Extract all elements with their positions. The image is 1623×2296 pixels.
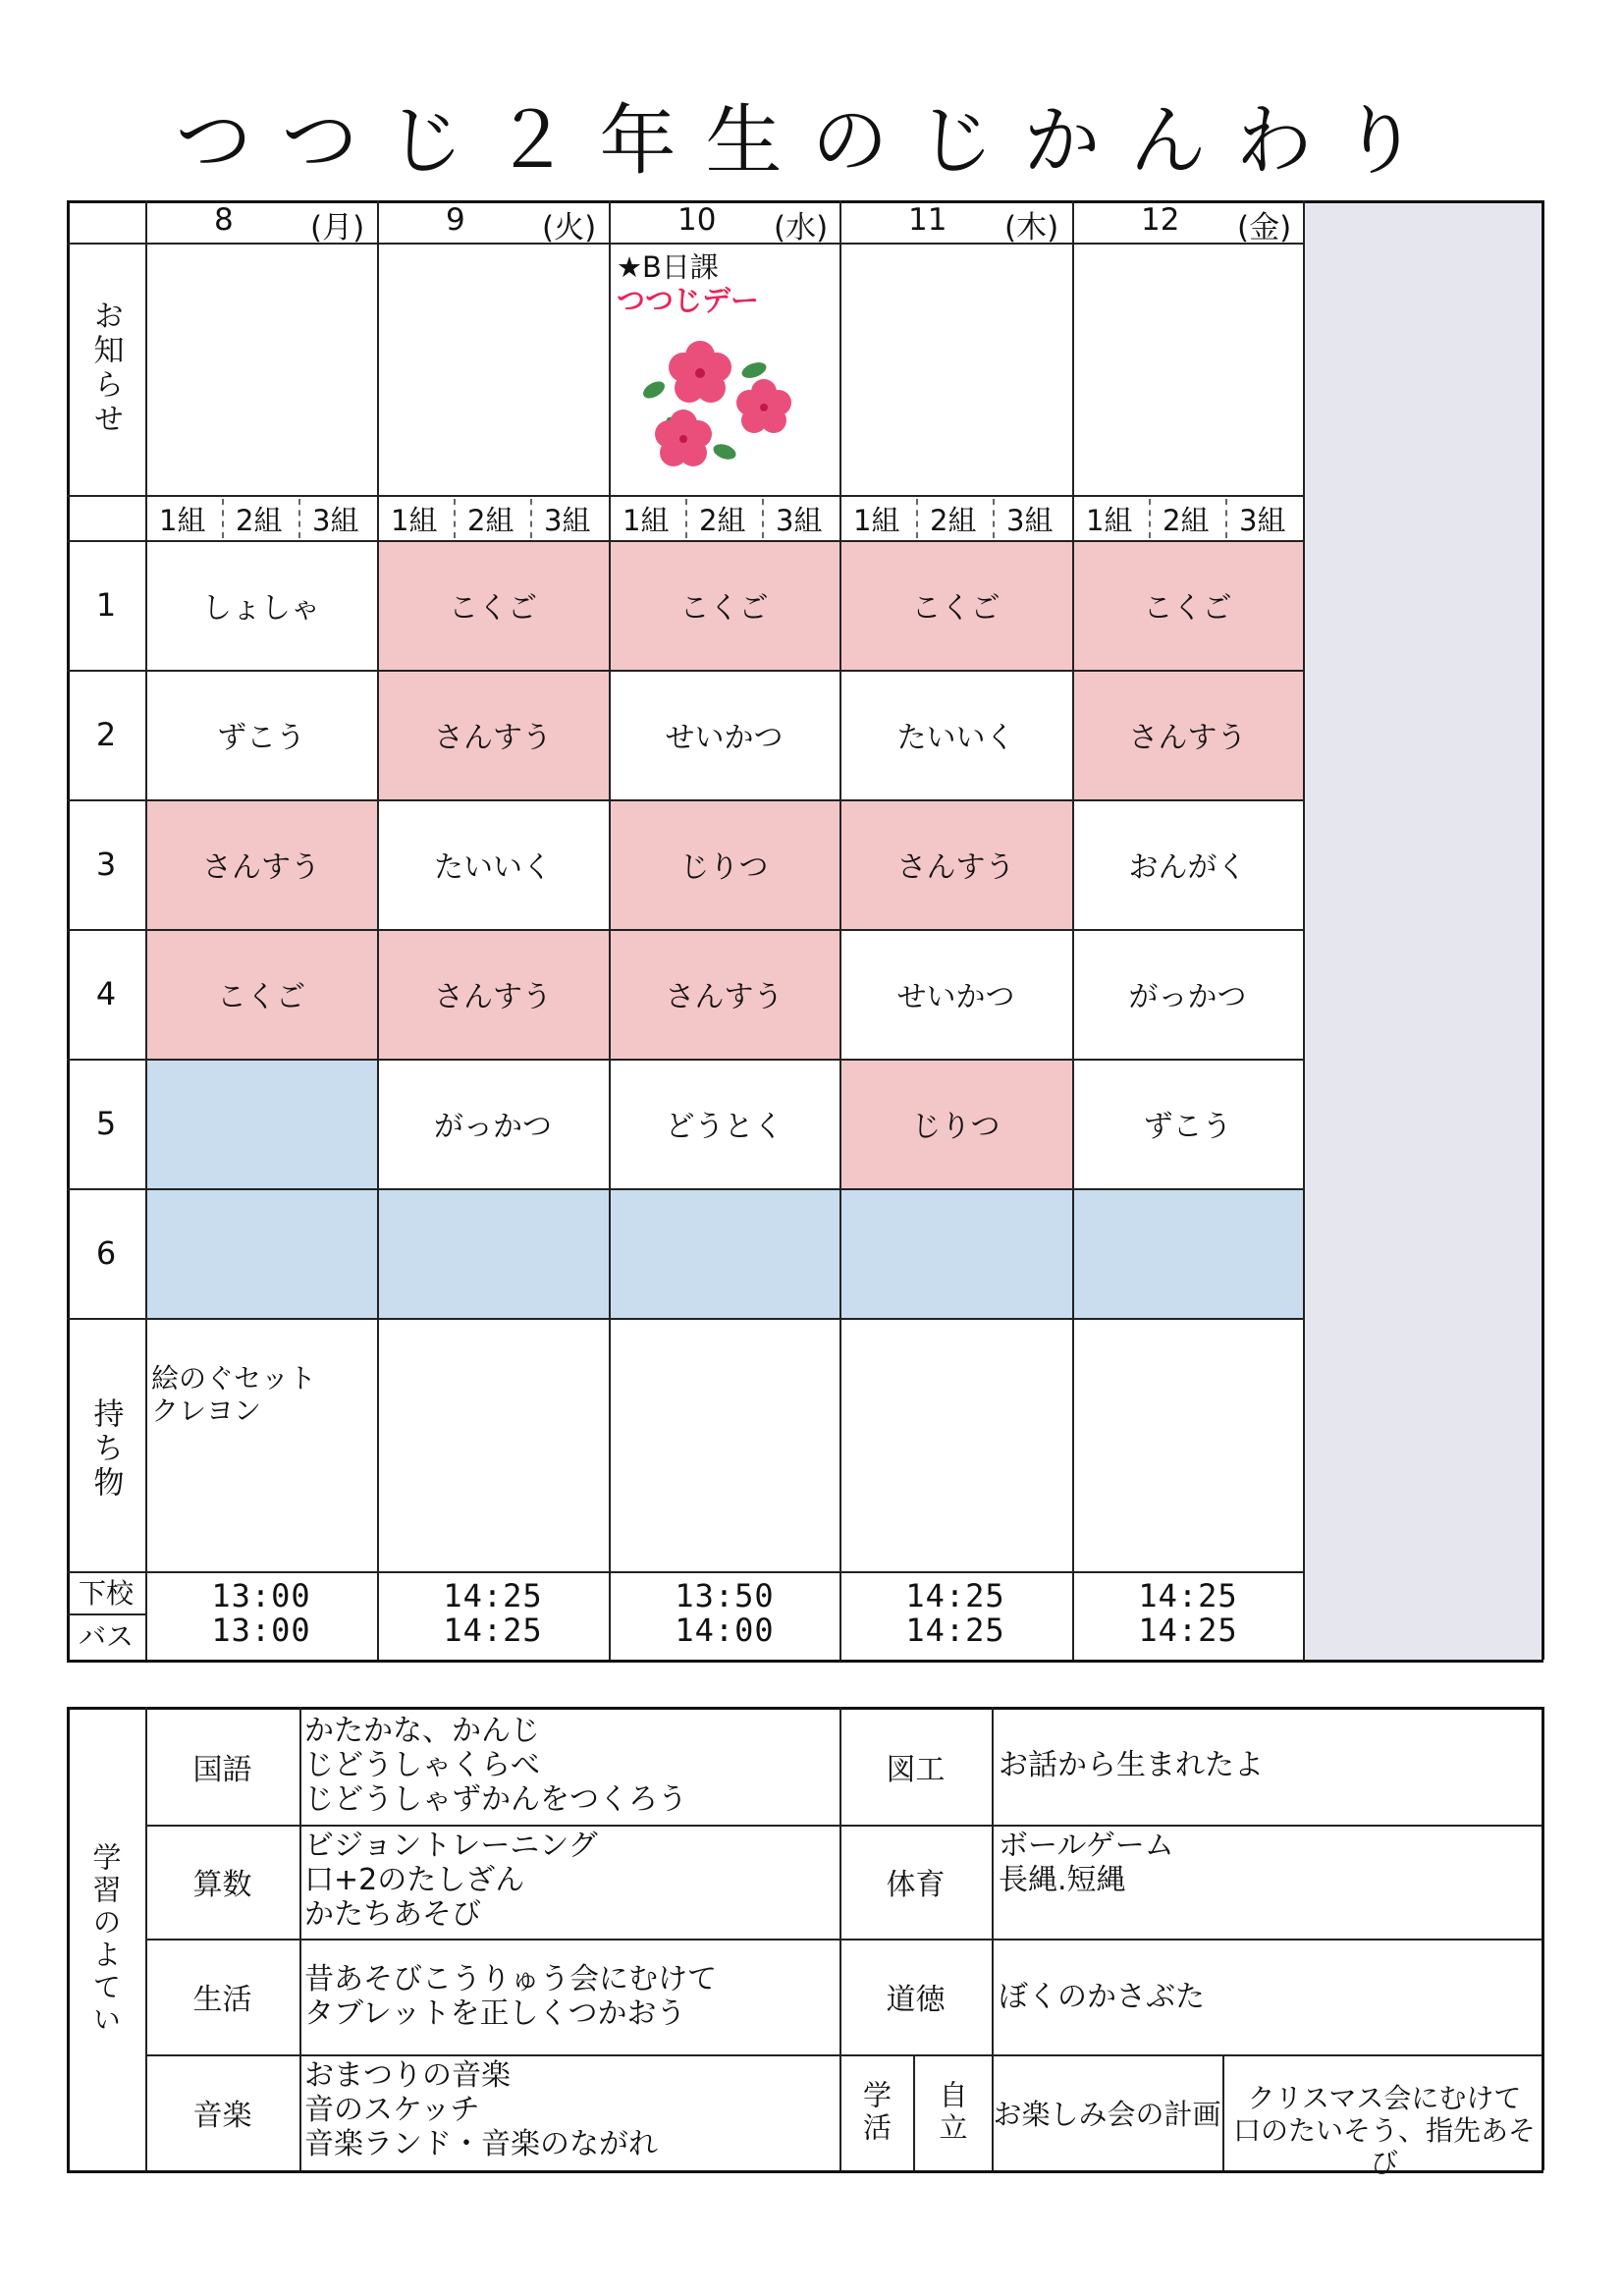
- plan-line: 音のスケッチ: [304, 2093, 480, 2127]
- day-of-week: (水): [774, 210, 829, 246]
- table-rule: [67, 799, 1303, 801]
- group-separator: [454, 499, 456, 538]
- group-label: 3組: [1006, 504, 1054, 537]
- group-label: 3組: [544, 504, 591, 537]
- timetable-subject: じりつ: [911, 1110, 1001, 1144]
- table-rule: [1303, 200, 1305, 1660]
- timetable-subject: おんがく: [1128, 850, 1247, 885]
- bus-time: 13:00: [211, 1612, 311, 1649]
- day-of-week: (火): [542, 210, 597, 246]
- group-label: 3組: [312, 504, 359, 537]
- group-separator: [222, 499, 224, 538]
- timetable-subject: がっかつ: [434, 1110, 552, 1144]
- side-panel: [1303, 200, 1542, 1660]
- zuko-plan: [999, 1748, 1264, 1782]
- bus-time: 14:25: [1138, 1612, 1238, 1649]
- gakkatsu-plan: お楽しみ会の計画: [993, 2097, 1221, 2131]
- group-separator: [1225, 499, 1227, 538]
- b-schedule-note: ★B日課: [617, 250, 719, 284]
- table-rule: [839, 200, 841, 1660]
- timetable-subject: ずこう: [1143, 1110, 1232, 1144]
- plan-line: じどうしゃずかんをつくろう: [304, 1782, 687, 1817]
- study-label: 学習のよてい: [88, 1842, 123, 2037]
- timetable-subject: こくご: [911, 591, 1001, 626]
- table-rule: [609, 200, 611, 1660]
- timetable-subject: せいかつ: [896, 980, 1015, 1014]
- plan-line: クリスマス会にむけて: [1247, 2082, 1522, 2114]
- day-number: 11: [908, 202, 947, 238]
- notice-wednesday: [617, 250, 833, 317]
- tsutsuji-day-note: つつじデー: [617, 284, 760, 317]
- timetable-subject: がっかつ: [1128, 980, 1247, 1014]
- period-number: 2: [95, 716, 117, 753]
- group-label: 2組: [930, 504, 977, 537]
- table-border: [67, 1660, 1543, 1663]
- ongaku-plan: [304, 2058, 658, 2161]
- timetable-subject: こくご: [449, 591, 537, 626]
- table-rule: [145, 200, 147, 1660]
- plan-line: おまつりの音楽: [304, 2058, 511, 2093]
- azalea-flowers-illustration: [636, 329, 803, 486]
- plan-line: 長縄.短縄: [999, 1863, 1126, 1897]
- table-rule: [67, 1318, 1303, 1320]
- taiiku-plan: [999, 1829, 1174, 1897]
- study-rule: [145, 1825, 1542, 1827]
- table-border: [1542, 200, 1544, 1660]
- plan-line: かたちあそび: [304, 1897, 481, 1932]
- group-separator: [916, 499, 918, 538]
- group-label: 2組: [699, 504, 746, 537]
- group-label: 1組: [159, 504, 206, 537]
- group-separator: [762, 499, 764, 538]
- study-rule: [145, 1707, 147, 2170]
- timetable-subject: さんすう: [1128, 721, 1247, 755]
- group-label: 1組: [391, 504, 438, 537]
- timetable-subject: さんすう: [434, 721, 552, 755]
- group-separator: [1149, 499, 1151, 538]
- sansu-subject: 算数: [192, 1868, 252, 1902]
- kokugo-subject: 国語: [192, 1753, 252, 1787]
- seikatsu-plan: [304, 1962, 717, 2031]
- jiritsu-subject: 自立: [935, 2080, 969, 2145]
- plan-line: かたかな、かんじ: [304, 1714, 540, 1748]
- table-rule: [67, 929, 1303, 931]
- plan-line: 口+2のたしざん: [304, 1863, 525, 1897]
- study-border: [67, 1707, 70, 2170]
- timetable-subject: [145, 1059, 377, 1188]
- group-separator: [993, 499, 995, 538]
- plan-line: 音楽ランド・音楽のながれ: [304, 2127, 658, 2161]
- gekou-time: 13:00: [211, 1577, 311, 1614]
- jiritsu-plan: [1227, 2082, 1542, 2179]
- study-rule: [913, 2054, 915, 2170]
- bus-time: 14:25: [443, 1612, 543, 1649]
- timetable-subject: [1072, 1188, 1303, 1318]
- timetable-subject: [839, 1188, 1072, 1318]
- group-separator: [530, 499, 532, 538]
- timetable-subject: こくご: [1143, 591, 1232, 626]
- group-label: 1組: [853, 504, 900, 537]
- seikatsu-subject: 生活: [192, 1983, 252, 2017]
- plan-line: タブレットを正しくつかおう: [304, 1996, 686, 2031]
- bus-time: 14:00: [675, 1612, 775, 1649]
- timetable-subject: たいいく: [434, 850, 552, 885]
- timetable-subject: さんすう: [434, 980, 552, 1014]
- timetable-subject: [145, 1188, 377, 1318]
- plan-line: お話から生まれたよ: [999, 1748, 1264, 1782]
- items-monday-line1: 絵のぐセット: [151, 1362, 317, 1394]
- plan-line: ボールゲーム: [999, 1829, 1174, 1863]
- plan-line: ぼくのかさぶた: [999, 1980, 1205, 2014]
- day-of-week: (月): [310, 210, 365, 246]
- study-rule: [145, 2054, 1542, 2056]
- group-label: 3組: [776, 504, 823, 537]
- group-separator: [298, 499, 300, 538]
- dotoku-plan: [999, 1980, 1205, 2014]
- table-rule: [377, 200, 379, 1660]
- study-rule: [839, 1707, 841, 2170]
- dotoku-subject: 道徳: [886, 1983, 946, 2017]
- items-label: 持ち物: [87, 1396, 124, 1501]
- group-label: 3組: [1239, 504, 1286, 537]
- items-monday-line2: クレヨン: [151, 1394, 262, 1427]
- table-rule: [67, 1059, 1303, 1061]
- gekou-time: 13:50: [675, 1577, 775, 1614]
- table-rule: [67, 1571, 1303, 1573]
- kokugo-plan: [304, 1714, 687, 1817]
- timetable-subject: さんすう: [665, 980, 784, 1014]
- study-rule: [1222, 2054, 1224, 2170]
- study-border: [67, 2170, 1543, 2173]
- period-number: 5: [95, 1105, 117, 1142]
- day-number: 9: [446, 202, 465, 238]
- table-rule: [67, 1613, 145, 1615]
- gekou-label: 下校: [78, 1577, 134, 1610]
- timetable-subject: せいかつ: [665, 721, 784, 755]
- day-number: 8: [214, 202, 234, 238]
- plan-line: 口のたいそう、指先あそび: [1232, 2114, 1536, 2179]
- taiiku-subject: 体育: [886, 1868, 946, 1902]
- table-rule: [67, 1188, 1303, 1190]
- group-label: 2組: [236, 504, 283, 537]
- gekou-time: 14:25: [443, 1577, 543, 1614]
- plan-line: ビジョントレーニング: [304, 1829, 598, 1863]
- timetable-subject: どうとく: [665, 1110, 784, 1144]
- period-number: 3: [95, 846, 117, 883]
- table-rule: [67, 670, 1303, 672]
- study-rule: [145, 1939, 1542, 1941]
- plan-line: 昔あそびこうりゅう会にむけて: [304, 1962, 717, 1996]
- timetable-subject: しょしゃ: [202, 591, 320, 626]
- study-border: [1542, 1707, 1544, 2170]
- timetable-subject: [377, 1188, 609, 1318]
- timetable-subject: [609, 1188, 839, 1318]
- notice-label: お知らせ: [87, 300, 124, 437]
- gekou-time: 14:25: [905, 1577, 1005, 1614]
- page-title: つつじ２年生のじかんわり: [175, 97, 1448, 186]
- timetable-subject: たいいく: [896, 721, 1015, 755]
- bus-label: バス: [78, 1619, 134, 1653]
- table-rule: [1072, 200, 1074, 1660]
- timetable-subject: じりつ: [679, 850, 769, 885]
- table-border: [67, 200, 1542, 203]
- items-monday: [151, 1362, 316, 1427]
- bus-time: 14:25: [905, 1612, 1005, 1649]
- timetable-subject: さんすう: [202, 850, 320, 885]
- group-label: 2組: [1163, 504, 1210, 537]
- group-separator: [685, 499, 687, 538]
- study-rule: [992, 1707, 994, 2170]
- table-rule: [67, 540, 1303, 542]
- study-border: [67, 1707, 1542, 1710]
- day-number: 10: [677, 202, 717, 238]
- group-label: 2組: [467, 504, 514, 537]
- table-rule: [67, 495, 1303, 497]
- study-rule: [299, 1707, 301, 2170]
- timetable-subject: こくご: [679, 591, 769, 626]
- group-label: 1組: [1086, 504, 1133, 537]
- ongaku-subject: 音楽: [192, 2099, 252, 2133]
- day-number: 12: [1141, 202, 1180, 238]
- zuko-subject: 図工: [886, 1753, 946, 1787]
- day-of-week: (金): [1237, 210, 1292, 246]
- gekou-time: 14:25: [1138, 1577, 1238, 1614]
- timetable-subject: ずこう: [217, 721, 305, 755]
- group-label: 1組: [622, 504, 670, 537]
- period-number: 1: [95, 586, 117, 624]
- period-number: 6: [95, 1234, 117, 1272]
- period-number: 4: [95, 975, 117, 1012]
- timetable-subject: さんすう: [896, 850, 1015, 885]
- plan-line: じどうしゃくらべ: [304, 1748, 540, 1782]
- table-rule: [67, 243, 1303, 245]
- gakkatsu-subject: 学活: [859, 2080, 893, 2145]
- day-of-week: (木): [1004, 210, 1059, 246]
- sansu-plan: [304, 1829, 598, 1932]
- timetable-subject: こくご: [217, 980, 305, 1014]
